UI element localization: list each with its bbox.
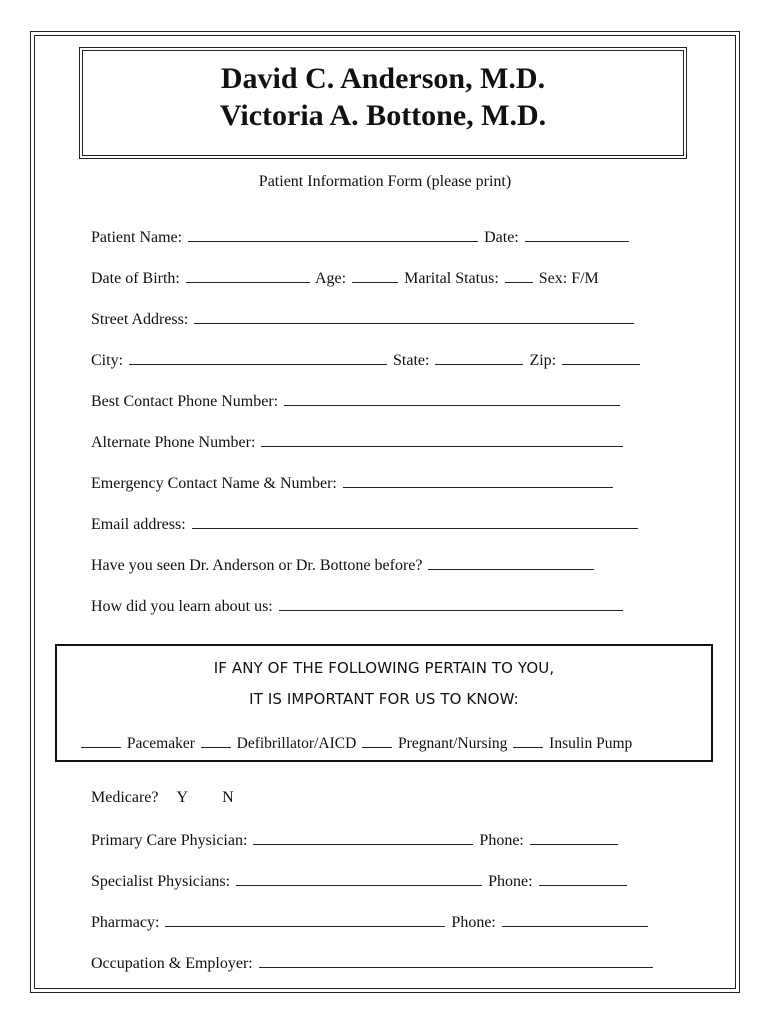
dob-label: Date of Birth: [91,270,180,287]
street-address-label: Street Address: [91,311,189,328]
row-street-address [91,308,636,330]
row-best-phone [91,390,622,412]
zip-label: Zip: [529,352,557,369]
pregnant-label: Pregnant/Nursing [398,735,508,752]
pharmacy-field[interactable] [165,911,445,927]
primary-care-label: Primary Care Physician: [91,832,248,849]
zip-field[interactable] [562,349,640,365]
row-dob [91,267,599,289]
row-learn-about-us [91,595,625,617]
street-address-field[interactable] [194,308,634,324]
header-box [79,47,687,159]
occupation-field[interactable] [259,952,653,968]
alternate-phone-field[interactable] [261,431,623,447]
seen-before-field[interactable] [428,554,594,570]
specialist-phone-field[interactable] [539,870,627,886]
best-phone-label: Best Contact Phone Number: [91,393,279,410]
email-label: Email address: [91,516,186,533]
form-title: Patient Information Form (please print) [258,173,512,190]
row-specialist [91,870,629,892]
marital-status-field[interactable] [505,267,533,283]
row-occupation [91,952,655,974]
row-emergency-contact [91,472,615,494]
doctor-name-1: David C. Anderson, M.D. [220,62,546,95]
important-notice-box [55,644,713,762]
pacemaker-checkbox[interactable] [81,734,121,748]
row-seen-before [91,554,596,576]
specialist-phone-label: Phone: [488,873,533,890]
patient-name-label: Patient Name: [91,229,183,246]
specialist-field[interactable] [236,870,482,886]
age-label: Age: [315,270,347,287]
sex-label: Sex: F/M [538,270,599,287]
emergency-contact-field[interactable] [343,472,613,488]
email-field[interactable] [192,513,638,529]
row-alternate-phone [91,431,625,453]
state-label: State: [393,352,430,369]
best-phone-field[interactable] [284,390,620,406]
row-email [91,513,640,535]
medicare-yes-option[interactable]: Y [176,789,189,806]
pregnant-checkbox[interactable] [362,734,392,748]
row-medicare [91,788,234,808]
pacemaker-label: Pacemaker [126,735,195,752]
learn-about-us-label: How did you learn about us: [91,598,273,615]
notice-line-2: IT IS IMPORTANT FOR US TO KNOW: [249,690,519,708]
row-pharmacy [91,911,650,933]
specialist-label: Specialist Physicians: [91,873,231,890]
pharmacy-phone-label: Phone: [451,914,496,931]
pharmacy-phone-field[interactable] [502,911,648,927]
marital-status-label: Marital Status: [404,270,499,287]
defibrillator-checkbox[interactable] [201,734,231,748]
learn-about-us-field[interactable] [279,595,623,611]
insulin-pump-checkbox[interactable] [513,734,543,748]
date-field[interactable] [525,226,629,242]
row-patient-name [91,226,631,248]
insulin-pump-label: Insulin Pump [549,735,633,752]
alternate-phone-label: Alternate Phone Number: [91,434,256,451]
dob-field[interactable] [186,267,310,283]
medicare-label: Medicare? [91,789,159,806]
notice-line-1: IF ANY OF THE FOLLOWING PERTAIN TO YOU, [213,659,555,677]
doctor-name-2: Victoria A. Bottone, M.D. [219,99,547,132]
occupation-label: Occupation & Employer: [91,955,253,972]
city-label: City: [91,352,124,369]
row-city [91,349,642,371]
defibrillator-label: Defibrillator/AICD [236,735,357,752]
seen-before-label: Have you seen Dr. Anderson or Dr. Bottone before? [91,557,423,574]
patient-name-field[interactable] [188,226,478,242]
row-primary-care [91,829,620,851]
age-field[interactable] [352,267,398,283]
city-field[interactable] [129,349,387,365]
emergency-contact-label: Emergency Contact Name & Number: [91,475,337,492]
pharmacy-label: Pharmacy: [91,914,160,931]
medicare-no-option[interactable]: N [222,789,234,806]
primary-care-phone-field[interactable] [530,829,618,845]
device-checklist [79,734,632,753]
primary-care-phone-label: Phone: [479,832,524,849]
date-label: Date: [484,229,519,246]
state-field[interactable] [435,349,523,365]
primary-care-field[interactable] [253,829,473,845]
